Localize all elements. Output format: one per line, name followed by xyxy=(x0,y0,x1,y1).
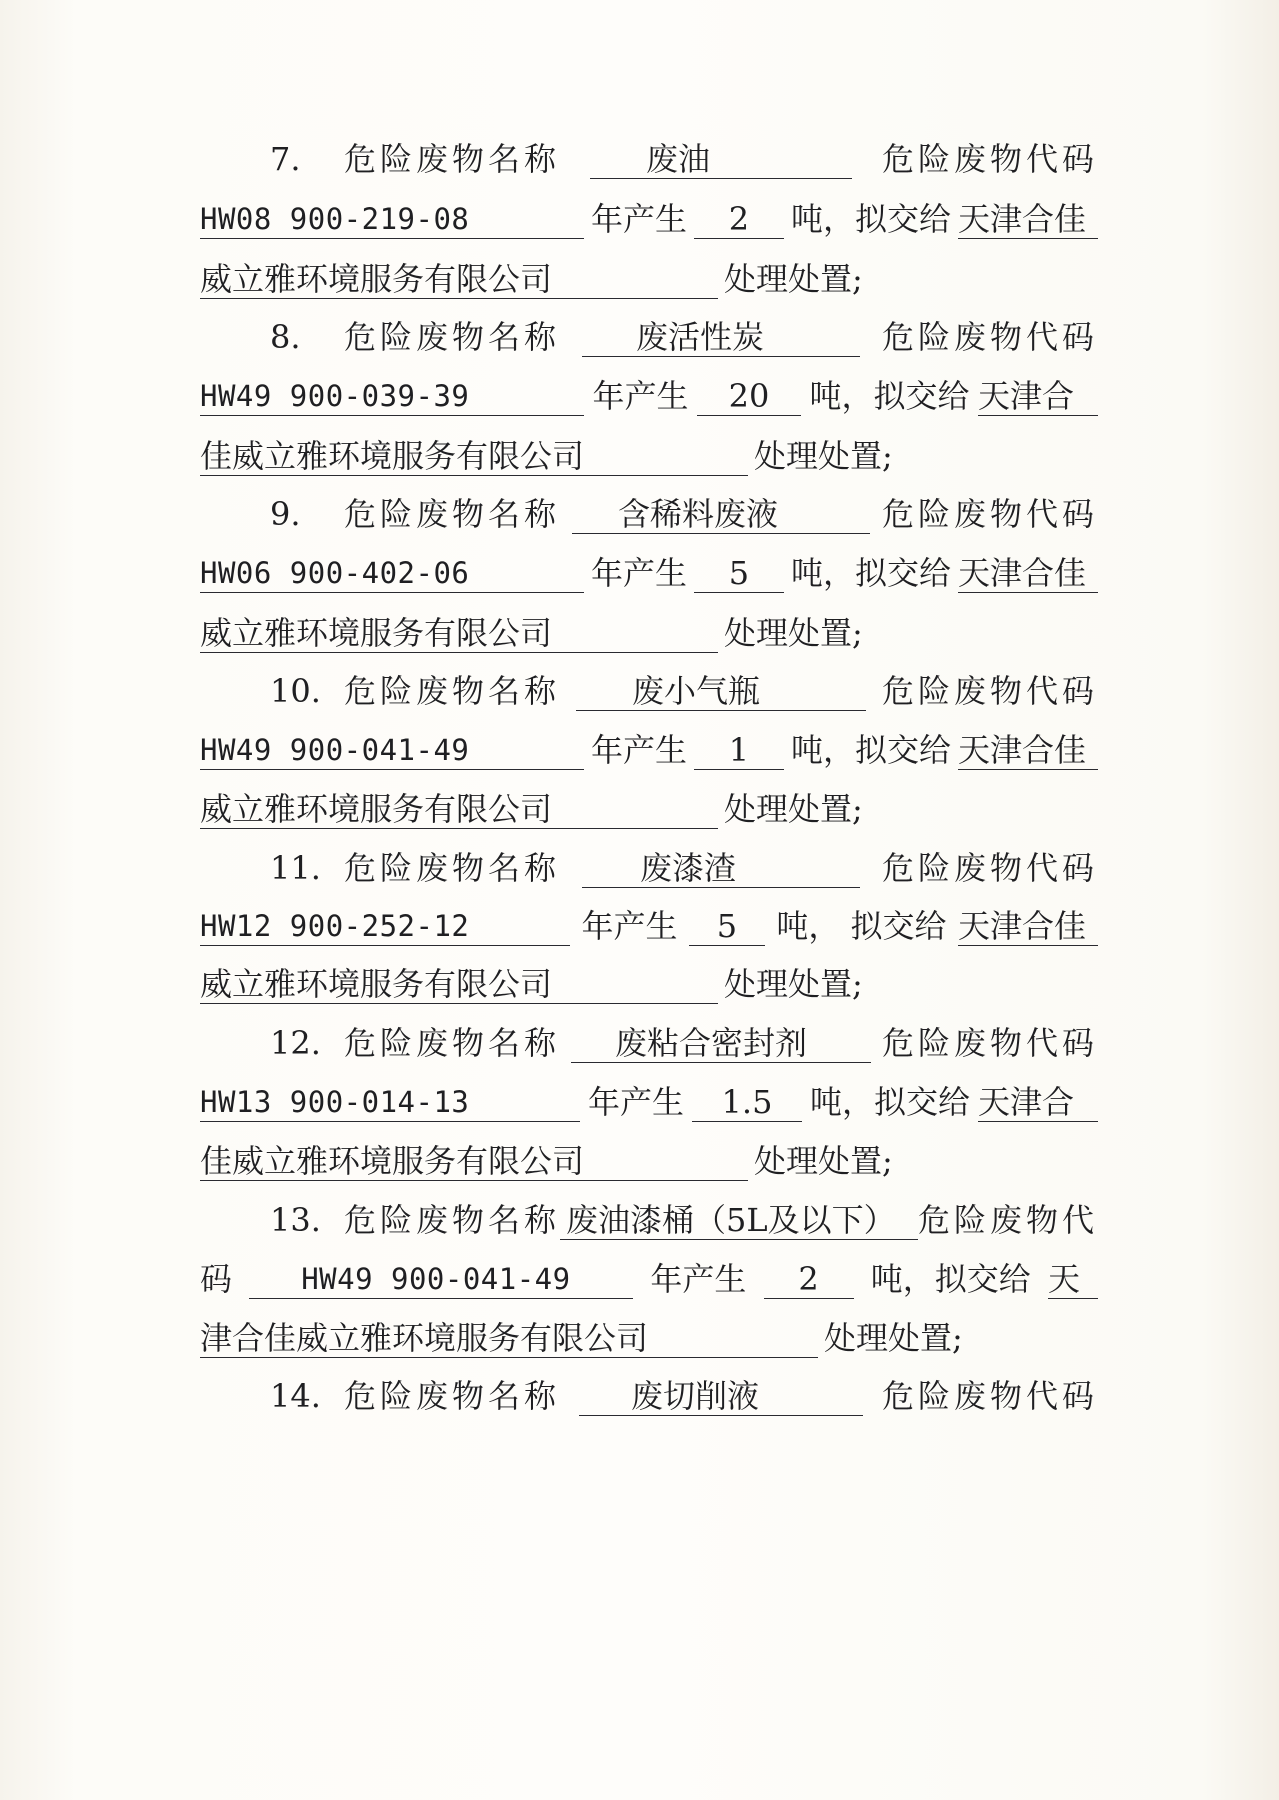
waste-code-field: HW06 900-402-06 xyxy=(200,553,584,593)
item-11-line-2 xyxy=(200,902,1098,946)
item-number: 11. xyxy=(270,849,321,887)
amount-field: 20 xyxy=(697,376,801,416)
dispose-label: 处理处置; xyxy=(724,614,863,652)
amount-field: 1 xyxy=(694,730,784,770)
dispose-label: 处理处置; xyxy=(754,1142,893,1180)
item-11-line-3 xyxy=(200,960,1098,1004)
waste-name-field: 含稀料废液 xyxy=(572,494,870,534)
amount-field: 5 xyxy=(689,906,765,946)
code-label: 危险废物代码 xyxy=(881,318,1098,356)
dispose-label: 处理处置; xyxy=(824,1319,963,1357)
item-10-line-3 xyxy=(200,785,1098,829)
company-field-b: 威立雅环境服务有限公司 xyxy=(200,789,718,829)
code-label: 危险废物代码 xyxy=(881,1024,1098,1062)
item-13-line-3 xyxy=(200,1314,1098,1358)
name-label: 危险废物名称 xyxy=(344,495,561,533)
company-field-a: 天津合佳 xyxy=(958,730,1098,770)
code-label: 危险废物代 xyxy=(917,1201,1098,1239)
annual-label: 年产生 xyxy=(590,200,687,238)
code-label: 危险废物代码 xyxy=(881,495,1098,533)
item-9-line-1 xyxy=(200,490,1098,534)
waste-name-field: 废油 xyxy=(590,139,852,179)
ton-label: 吨，拟交给 xyxy=(870,1260,1031,1298)
item-13-line-1 xyxy=(200,1196,1098,1240)
amount-field: 5 xyxy=(694,553,784,593)
item-number: 10. xyxy=(270,672,321,710)
waste-name-field: 废活性炭 xyxy=(582,317,860,357)
company-field-a: 天津合 xyxy=(978,1082,1098,1122)
waste-name-field: 废小气瓶 xyxy=(576,671,866,711)
name-label: 危险废物名称 xyxy=(344,849,561,887)
code-label-cont: 码 xyxy=(200,1260,233,1298)
ton-label: 吨，拟交给 xyxy=(790,731,951,769)
waste-code-field: HW49 900-039-39 xyxy=(200,376,584,416)
name-label: 危险废物名称 xyxy=(344,1201,561,1239)
code-label: 危险废物代码 xyxy=(881,672,1098,710)
item-7-line-1 xyxy=(200,135,1098,179)
waste-code-field: HW08 900-219-08 xyxy=(200,199,584,239)
item-number: 14. xyxy=(270,1377,321,1415)
item-7-line-3 xyxy=(200,255,1098,299)
annual-label: 年产生 xyxy=(587,1083,684,1121)
amount-field: 2 xyxy=(764,1259,854,1299)
code-label: 危险废物代码 xyxy=(881,140,1098,178)
company-field-b: 佳威立雅环境服务有限公司 xyxy=(200,1141,748,1181)
item-12-line-3 xyxy=(200,1137,1098,1181)
waste-name-field: 废粘合密封剂 xyxy=(571,1023,871,1063)
dispose-label: 处理处置; xyxy=(724,260,863,298)
company-field-b: 威立雅环境服务有限公司 xyxy=(200,964,718,1004)
company-field-b: 佳威立雅环境服务有限公司 xyxy=(200,436,748,476)
item-number: 8. xyxy=(270,318,301,356)
dispose-label: 处理处置; xyxy=(754,437,893,475)
item-9-line-3 xyxy=(200,609,1098,653)
waste-code-field: HW49 900-041-49 xyxy=(200,730,584,770)
waste-name-field: 废切削液 xyxy=(579,1376,863,1416)
item-14-line-1 xyxy=(200,1372,1098,1416)
item-9-line-2 xyxy=(200,549,1098,593)
item-number: 13. xyxy=(270,1201,321,1239)
company-field-b: 威立雅环境服务有限公司 xyxy=(200,613,718,653)
item-11-line-1 xyxy=(200,844,1098,888)
amount-field: 1.5 xyxy=(692,1082,802,1122)
annual-label: 年产生 xyxy=(592,377,689,415)
ton-label: 吨，拟交给 xyxy=(809,1083,970,1121)
waste-name-field: 废油漆桶（5L及以下） xyxy=(560,1200,918,1240)
item-10-line-1 xyxy=(200,667,1098,711)
item-8-line-1 xyxy=(200,313,1098,357)
ton-label: 吨，拟交给 xyxy=(790,554,951,592)
name-label: 危险废物名称 xyxy=(344,318,561,356)
company-field-a: 天 xyxy=(1048,1259,1098,1299)
code-label: 危险废物代码 xyxy=(881,849,1098,887)
annual-label: 年产生 xyxy=(590,554,687,592)
waste-code-field: HW12 900-252-12 xyxy=(200,906,570,946)
name-label: 危险废物名称 xyxy=(344,140,561,178)
item-13-line-2 xyxy=(200,1255,1098,1299)
item-12-line-1 xyxy=(200,1019,1098,1063)
item-12-line-2 xyxy=(200,1078,1098,1122)
name-label: 危险废物名称 xyxy=(344,1024,561,1062)
name-label: 危险废物名称 xyxy=(344,1377,561,1415)
waste-code-field: HW13 900-014-13 xyxy=(200,1082,580,1122)
waste-name-field: 废漆渣 xyxy=(582,848,860,888)
company-field-a: 天津合佳 xyxy=(958,199,1098,239)
item-10-line-2 xyxy=(200,726,1098,770)
waste-code-field: HW49 900-041-49 xyxy=(249,1259,633,1299)
item-8-line-2 xyxy=(200,372,1098,416)
item-8-line-3 xyxy=(200,432,1098,476)
company-field-a: 天津合 xyxy=(978,376,1098,416)
company-field-a: 天津合佳 xyxy=(958,906,1098,946)
item-7-line-2 xyxy=(200,195,1098,239)
ton-label: 吨，拟交给 xyxy=(790,200,951,238)
company-field-a: 天津合佳 xyxy=(958,553,1098,593)
name-label: 危险废物名称 xyxy=(344,672,561,710)
company-field-b: 威立雅环境服务有限公司 xyxy=(200,259,718,299)
item-number: 12. xyxy=(270,1024,321,1062)
ton-label: 吨，拟交给 xyxy=(809,377,970,415)
dispose-label: 处理处置; xyxy=(724,965,863,1003)
item-number: 9. xyxy=(270,495,301,533)
dispose-label: 处理处置; xyxy=(724,790,863,828)
code-label: 危险废物代码 xyxy=(881,1377,1098,1415)
annual-label: 年产生 xyxy=(581,907,678,945)
annual-label: 年产生 xyxy=(650,1260,747,1298)
item-number: 7. xyxy=(270,140,301,178)
amount-field: 2 xyxy=(694,199,784,239)
annual-label: 年产生 xyxy=(590,731,687,769)
ton-label: 吨， 拟交给 xyxy=(776,907,947,945)
company-field-b: 津合佳威立雅环境服务有限公司 xyxy=(200,1318,818,1358)
